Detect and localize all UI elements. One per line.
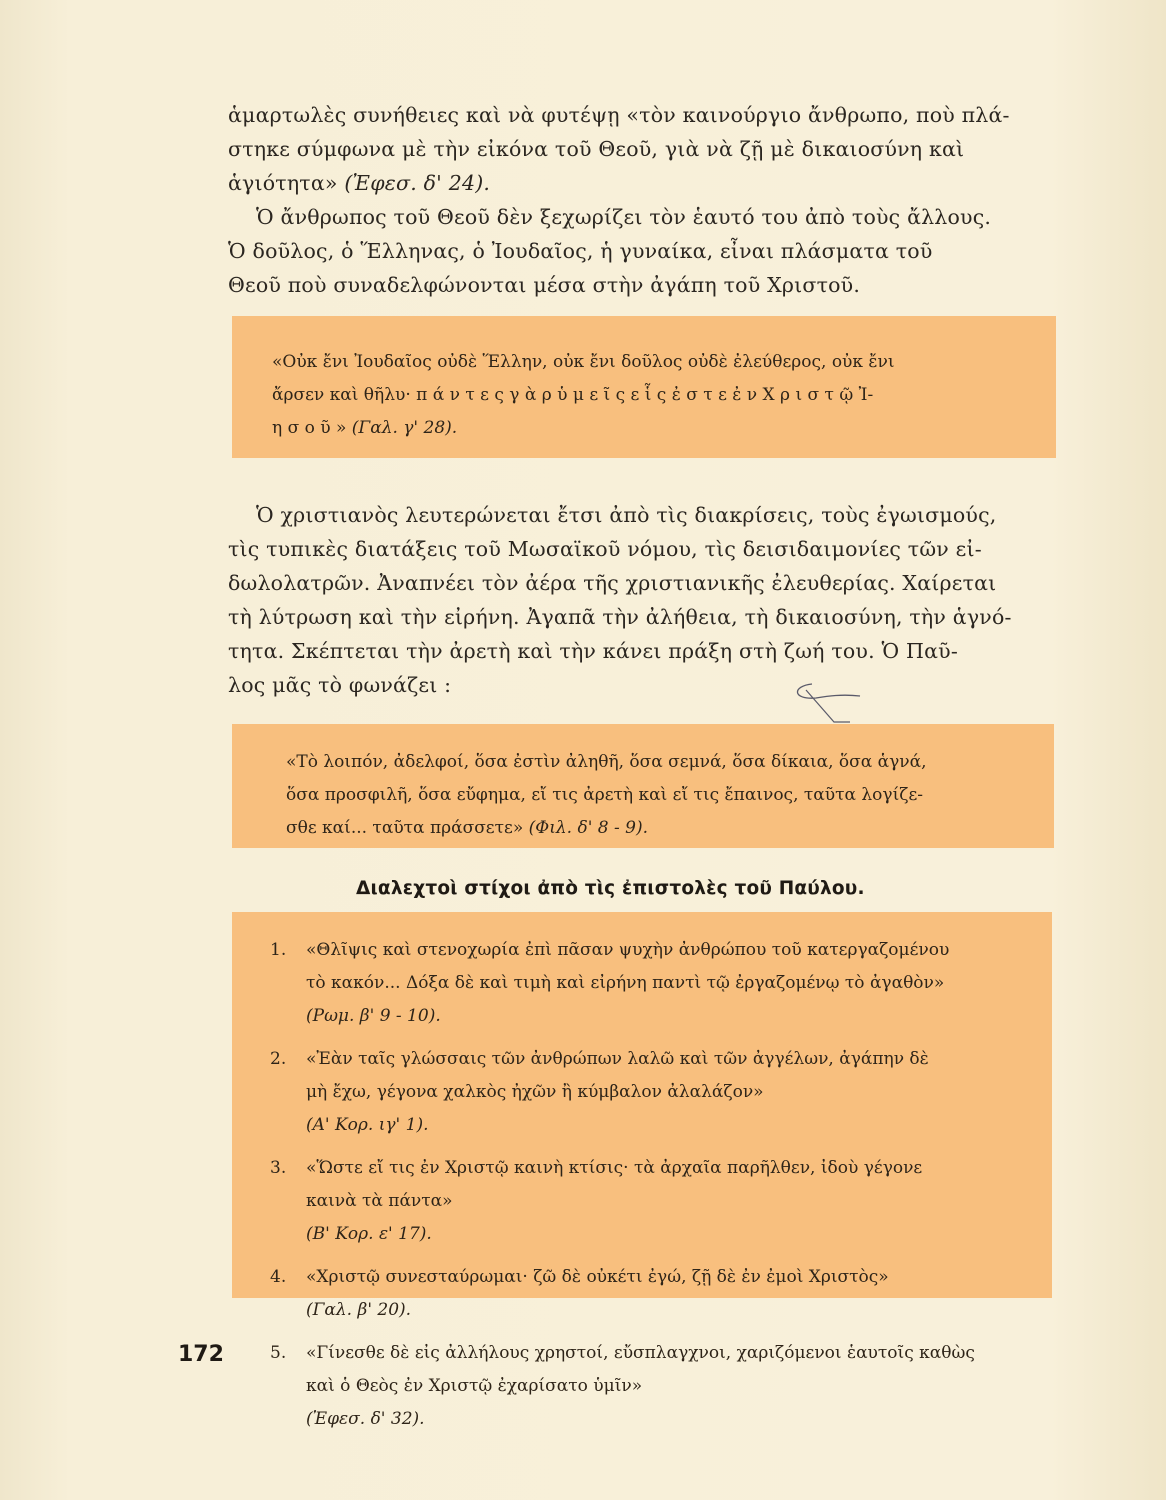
citation: (Ἐφεσ. δ' 24).	[344, 171, 491, 195]
quote-line-part: η σ ο ῦ »	[272, 418, 347, 438]
quote-line	[272, 412, 1026, 445]
citation: (Α' Κορ. ιγ' 1).	[306, 1115, 429, 1135]
verse-item	[270, 1152, 1028, 1251]
verse-line: καὶ ὁ Θεὸς ἐν Χριστῷ ἐχαρίσατο ὑμῖν»	[306, 1376, 643, 1396]
text-line: Ὁ ἄνθρωπος τοῦ Θεοῦ δὲν ξεχωρίζει τὸν ἑαυτό του ἀπὸ τοὺς ἄλλους.	[256, 205, 992, 229]
quote-line	[286, 812, 1024, 845]
verse-number: 1.	[270, 940, 287, 960]
quote-line: ἄρσεν καὶ θῆλυ· π ά ν τ ε ς γ ὰ ρ ὑ μ ε ῖ ς ε ἷ ς ἐ σ τ ε ἐ ν Χ ρ ι σ τ ῷ Ἰ-	[272, 385, 874, 405]
quote-box-philippians	[232, 724, 1054, 848]
paragraph-freedom	[228, 498, 1060, 702]
verse-line: τὸ κακόν... Δόξα δὲ καὶ τιμὴ καὶ εἰρήνη παντὶ τῷ ἐργαζομένῳ τὸ ἀγαθὸν»	[306, 973, 945, 993]
quote-line: «Οὐκ ἔνι Ἰουδαῖος οὐδὲ Ἕλλην, οὐκ ἔνι δοῦλος οὐδὲ ἐλεύθερος, οὐκ ἔνι	[272, 352, 895, 372]
citation: (Ρωμ. β' 9 - 10).	[306, 1006, 441, 1026]
text-line: στηκε σύμφωνα μὲ τὴν εἰκόνα τοῦ Θεοῦ, γιὰ νὰ ζῇ μὲ δικαιοσύνη καὶ	[228, 137, 965, 161]
verse-number: 4.	[270, 1267, 287, 1287]
text-line-part: ἁγιότητα»	[228, 171, 338, 195]
verse-line: «Ἐὰν ταῖς γλώσσαις τῶν ἀνθρώπων λαλῶ καὶ τῶν ἀγγέλων, ἀγάπην δὲ	[306, 1049, 929, 1069]
citation: (Ἐφεσ. δ' 32).	[306, 1409, 425, 1429]
verses-box	[232, 912, 1052, 1429]
text-line: τὶς τυπικὲς διατάξεις τοῦ Μωσαϊκοῦ νόμου, τὶς δεισιδαιμονίες τῶν εἰ-	[228, 537, 982, 561]
verse-number: 3.	[270, 1158, 287, 1178]
verse-line: «Θλῖψις καὶ στενοχωρία ἐπὶ πᾶσαν ψυχὴν ἀνθρώπου τοῦ κατεργαζομένου	[306, 940, 950, 960]
page-number: 172	[178, 1342, 224, 1367]
text-line: δωλολατρῶν. Ἀναπνέει τὸν ἀέρα τῆς χριστιανικῆς ἐλευθερίας. Χαίρεται	[228, 571, 997, 595]
section-heading: Διαλεχτοὶ στίχοι ἀπὸ τὶς ἐπιστολὲς τοῦ Παύλου.	[356, 878, 865, 899]
verse-line: «Ὥστε εἴ τις ἐν Χριστῷ καινὴ κτίσις· τὰ ἀρχαῖα παρῆλθεν, ἰδοὺ γέγονε	[306, 1158, 923, 1178]
text-line: Ὁ δοῦλος, ὁ Ἕλληνας, ὁ Ἰουδαῖος, ἡ γυναίκα, εἶναι πλάσματα τοῦ	[228, 239, 933, 263]
text-line: Θεοῦ ποὺ συναδελφώνονται μέσα στὴν ἀγάπη τοῦ Χριστοῦ.	[228, 273, 861, 297]
citation: (Β' Κορ. ε' 17).	[306, 1224, 432, 1244]
quote-box-galatians	[232, 316, 1056, 458]
verse-line: «Χριστῷ συνεσταύρωμαι· ζῶ δὲ οὐκέτι ἐγώ, ζῇ δὲ ἐν ἐμοὶ Χριστὸς»	[306, 1267, 889, 1287]
verse-number: 2.	[270, 1049, 287, 1069]
pencil-mark-icon	[782, 676, 862, 726]
verse-item	[270, 1337, 1028, 1436]
text-line: τητα. Σκέπτεται τὴν ἀρετὴ καὶ τὴν κάνει πράξη στὴ ζωή του. Ὁ Παῦ-	[228, 639, 958, 663]
verse-item	[270, 934, 1028, 1033]
verse-item	[270, 1261, 1028, 1327]
quote-line: ὅσα προσφιλῆ, ὅσα εὔφημα, εἴ τις ἀρετὴ καὶ εἴ τις ἔπαινος, ταῦτα λογίζε-	[286, 785, 923, 805]
text-line: λος μᾶς τὸ φωνάζει :	[228, 673, 452, 697]
verse-list	[270, 934, 1028, 1446]
text-line: ἁμαρτωλὲς συνήθειες καὶ νὰ φυτέψῃ «τὸν καινούργιο ἄνθρωπο, ποὺ πλά-	[228, 103, 1010, 127]
paragraph-intro	[228, 98, 1060, 302]
citation: (Φιλ. δ' 8 - 9).	[528, 818, 648, 838]
quote-line-part: σθε καί... ταῦτα πράσσετε»	[286, 818, 524, 838]
verse-line: μὴ ἔχω, γέγονα χαλκὸς ἠχῶν ἢ κύμβαλον ἀλαλάζον»	[306, 1082, 764, 1102]
text-line: Ὁ χριστιανὸς λευτερώνεται ἔτσι ἀπὸ τὶς διακρίσεις, τοὺς ἐγωισμούς,	[256, 503, 997, 527]
text-line: τὴ λύτρωση καὶ τὴν εἰρήνη. Ἀγαπᾶ τὴν ἀλήθεια, τὴ δικαιοσύνη, τὴν ἁγνό-	[228, 605, 1012, 629]
verse-number: 5.	[270, 1343, 287, 1363]
citation: (Γαλ. γ' 28).	[351, 418, 458, 438]
citation: (Γαλ. β' 20).	[306, 1300, 412, 1320]
quote-line: «Τὸ λοιπόν, ἀδελφοί, ὅσα ἐστὶν ἀληθῆ, ὅσα σεμνά, ὅσα δίκαια, ὅσα ἁγνά,	[286, 752, 927, 772]
verse-line: «Γίνεσθε δὲ εἰς ἀλλήλους χρηστοί, εὔσπλαγχνοι, χαριζόμενοι ἑαυτοῖς καθὼς	[306, 1343, 975, 1363]
text-line	[228, 166, 1060, 200]
verse-line: καινὰ τὰ πάντα»	[306, 1191, 453, 1211]
verse-item	[270, 1043, 1028, 1142]
